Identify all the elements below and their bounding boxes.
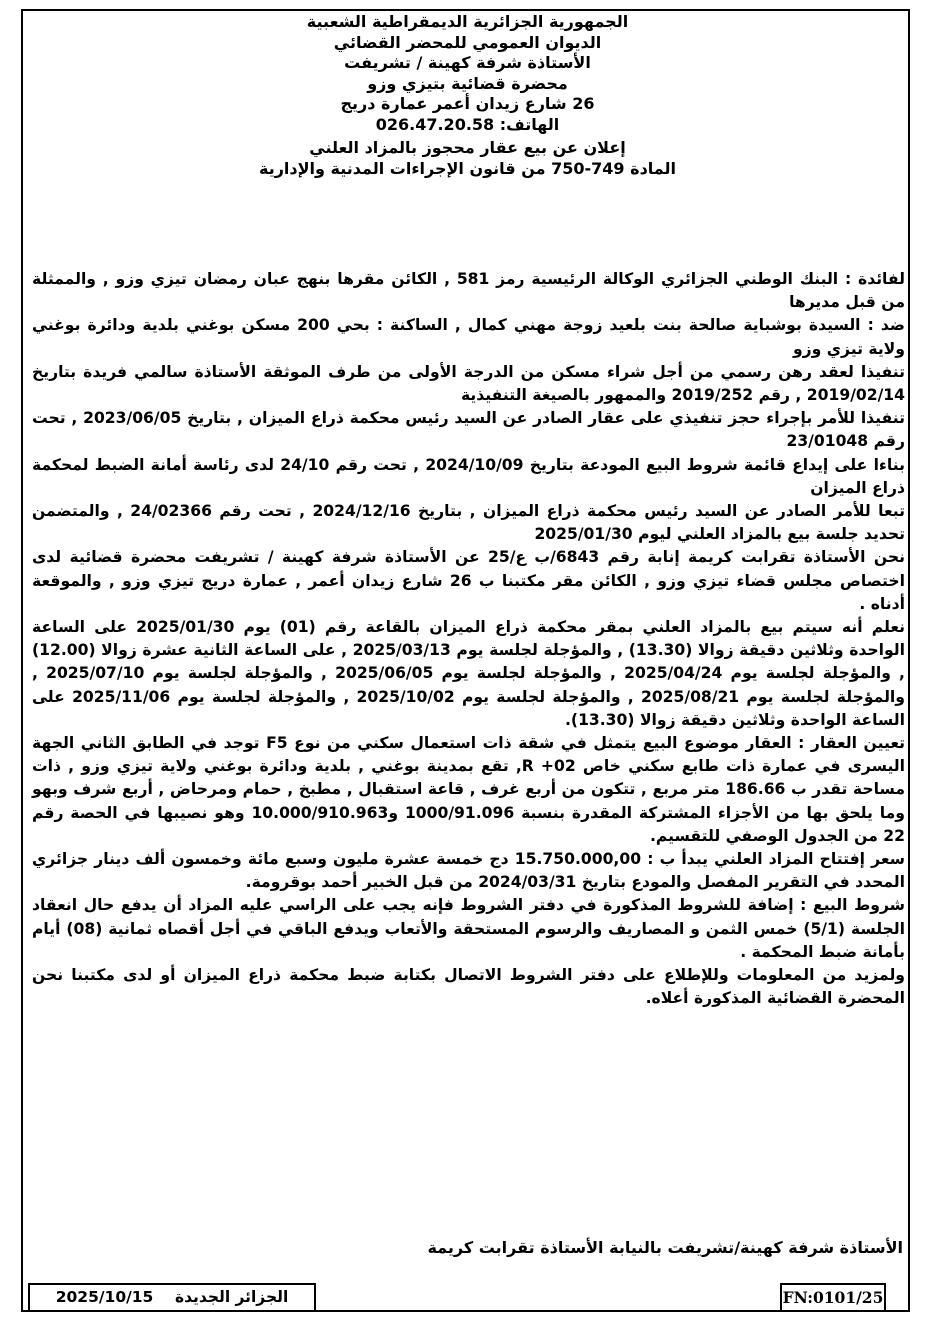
announcement-body — [32, 268, 905, 1011]
body-paragraph: بناءا على إيداع قائمة شروط البيع المودعة بتاريخ 2024/10/09 , تحت رقم 24/10 لدى رئاسة أمانة الضبط لمحكمة ذراع الميزان — [32, 455, 905, 497]
body-paragraph: شروط البيع : إضافة للشروط المذكورة في دفتر الشروط فإنه يجب على الراسي عليه المزاد أن يدفع حال انعقاد الجلسة (5/1) خمس الثمن و المصاريف والرسوم المستحقة والأتعاب ويدفع الباقي في أجل أقصاه ثمانية (08) أيام بأمانة ضبط المحكمة . — [32, 896, 905, 961]
header-line: الهاتف: 026.47.20.58 — [375, 114, 560, 134]
body-paragraph: نعلم أنه سيتم بيع بالمزاد العلني بمقر محكمة ذراع الميزان بالقاعة رقم (01) يوم 2025/01/30 على الساعة الواحدة وثلاثين دقيقة زوالا (13.30) , والمؤجلة لجلسة يوم 2025/03/13 , على الساعة الثانية عشرة زوالا (12.00) , والمؤجلة لجلسة يوم 2025/04/24 , والمؤجلة لجلسة يوم 2025/06/05 , والمؤجلة لجلسة يوم 2025/07/10 , والمؤجلة لجلسة يوم 2025/08/21 , والمؤجلة لجلسة يوم 2025/10/02 , والمؤجلة لجلسة يوم 2025/11/06 على الساعة الواحدة وثلاثين دقيقة زوالا (13.30). — [32, 618, 906, 729]
publication-date: 2025/10/15 — [55, 1288, 154, 1306]
body-paragraph: سعر إفتتاح المزاد العلني يبدأ ب : 15.750.000,00 دج خمسة عشرة مليون وسبع مائة وخمسون ألف دينار جزائري المحدد في التقرير المفصل والمودع بتاريخ 2024/03/31 من قبل الخبير أحمد بوقرومة. — [32, 850, 905, 892]
body-paragraph: ولمزيد من المعلومات وللإطلاع على دفتر الشروط الاتصال بكتابة ضبط محكمة ذراع الميزان أو لدى مكتبنا نحن المحضرة القضائية المذكورة أعلاه. — [32, 966, 905, 1008]
header-line: الديوان العمومي للمحضر القضائي — [333, 32, 602, 52]
signature-line: الأستاذة شرفة كهينة/تشريفت بالنيابة الأستاذة تقرابت كريمة — [427, 1238, 903, 1257]
body-paragraph: تعيين العقار : العقار موضوع البيع يتمثل في شقة ذات استعمال سكني من نوع F5 توجد في الطابق الثاني الجهة اليسرى في عمارة ذات طابع سكني خاص R +02, تقع بمدينة بوغني , بلدية ودائرة بوغني ولاية تيزي وزو , ذات مساحة تقدر ب 186.66 متر مربع , تتكون من أربع غرف , قاعة استقبال , مطبخ , حمام ومرحاض , أربع شرف وبهو وما يلحق بها من الأجزاء المشتركة المقدرة بنسبة 1000/91.096 و10.000/910.963 وهو نصيبها في الحصة رقم 22 من الجدول الوصفي للتقسيم. — [32, 734, 906, 845]
reference-box — [780, 1283, 886, 1312]
body-paragraph: تبعا للأمر الصادر عن السيد رئيس محكمة ذراع الميزان , بتاريخ 2024/12/16 , تحت رقم 24/02366 , والمتضمن تحديد جلسة بيع بالمزاد العلني ليوم 2025/01/30 — [32, 502, 905, 544]
newspaper-name: الجزائر الجديدة — [174, 1288, 289, 1306]
document-header — [40, 12, 895, 179]
body-paragraph: نحن الأستاذة تقرابت كريمة إنابة رقم 6843/ب ع/25 عن الأستاذة شرفة كهينة / تشريفت محضرة قضائية لدى اختصاص مجلس قضاء تيزي وزو , الكائن مقر مكتبنا ب 26 شارع زيدان أعمر , عمارة دريج تيزي وزو , والموقعة أدناه . — [32, 548, 905, 613]
announcement-title: إعلان عن بيع عقار محجوز بالمزاد العلني — [309, 138, 626, 157]
header-line: 26 شارع زيدان أعمر عمارة دريج — [340, 94, 595, 113]
body-paragraph: تنفيذا لعقد رهن رسمي من أجل شراء مسكن من الدرجة الأولى من طرف الموثقة الأستاذة سالمي فريدة بتاريخ 2019/02/14 , رقم 2019/252 والممهور بالصيغة التنفيذية — [32, 362, 905, 405]
header-line: محضرة قضائية بتيزي وزو — [367, 73, 568, 93]
reference-number: FN:0101/25 — [782, 1288, 884, 1307]
header-line: الجمهورية الجزائرية الديمقراطية الشعبية — [306, 12, 629, 31]
body-paragraph: لفائدة : البنك الوطني الجزائري الوكالة الرئيسية رمز 581 , الكائن مقرها بنهج عبان رمضان تيزي وزو , والممثلة من قبل مديرها — [32, 270, 905, 312]
newspaper-date-box — [28, 1283, 316, 1312]
header-line: الأستاذة شرفة كهينة / تشريفت — [344, 53, 591, 72]
body-paragraph: تنفيذا للأمر بإجراء حجز تنفيذي على عقار الصادر عن السيد رئيس محكمة ذراع الميزان , بتاريخ 2023/06/05 , تحت رقم 23/01048 — [32, 409, 905, 451]
body-paragraph: ضد : السيدة بوشباية صالحة بنت بلعيد زوجة مهني كمال , الساكنة : بحي 200 مسكن بوغني بلدية ودائرة بوغني ولاية تيزي وزو — [32, 316, 905, 358]
legal-article: المادة 749-750 من قانون الإجراءات المدنية والإدارية — [258, 158, 676, 178]
